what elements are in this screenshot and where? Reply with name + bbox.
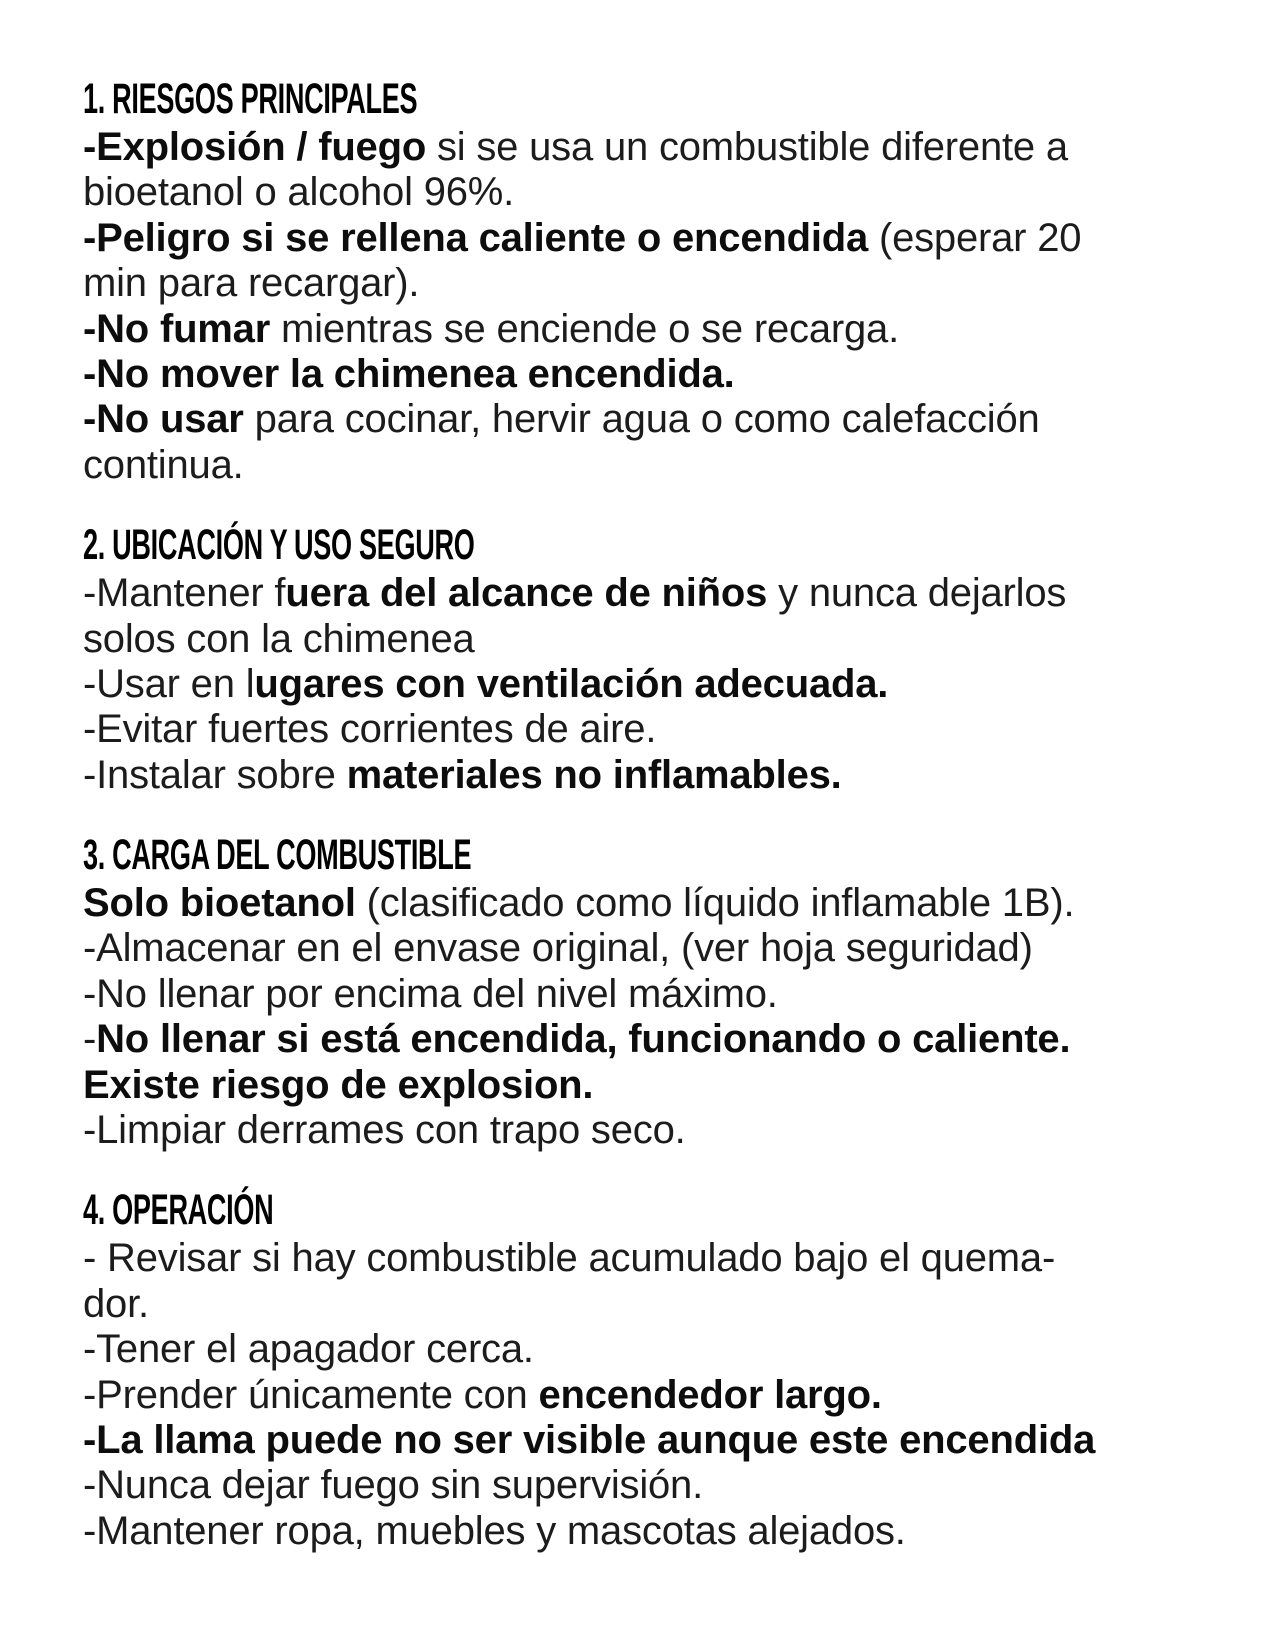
text-line [83,170,1236,215]
text-run-bold: -No mover la chimenea encendida. [83,351,735,396]
text-run-bold: encendedor largo. [538,1372,882,1417]
section-2 [83,521,1236,798]
document-body [83,75,1236,1554]
text-line [83,352,1236,397]
text-line [83,125,1236,170]
text-run: -Usar en l [83,661,255,706]
text-run: mientras se enciende o se recarga. [270,306,899,351]
text-line [83,972,1236,1017]
text-run-bold: No llenar si está encendida, funcionando o caliente. [96,1017,1071,1062]
text-line [83,707,1236,752]
section-heading: 1. RIESGOS PRINCIPALES [83,75,418,123]
section-heading: 2. UBICACIÓN Y USO SEGURO [83,521,475,570]
text-line [83,1418,1236,1463]
text-run-bold: Existe riesgo de explosion. [83,1062,594,1107]
text-line [83,1236,1236,1281]
text-line [83,881,1236,926]
text-run: (clasificado como líquido inflamable 1B). [355,881,1075,926]
text-run-bold: uera del alcance de niños [285,571,768,616]
text-line [83,926,1236,971]
text-run: para cocinar, hervir agua o como calefacción [243,397,1040,442]
text-line [83,1509,1236,1554]
text-line [83,1017,1236,1062]
text-run: bioetanol o alcohol 96%. [83,170,515,215]
text-line [83,662,1236,707]
text-line [83,1327,1236,1372]
section-1 [83,75,1236,488]
text-run: -Prender únicamente con [83,1372,539,1417]
text-line [83,443,1236,488]
text-run: - Revisar si hay combustible acumulado bajo el quema- [83,1236,1056,1281]
text-run: -Almacenar en el envase original, (ver hoja seguridad) [83,926,1033,971]
text-run: y nunca dejarlos [767,571,1067,616]
text-run: -Evitar fuertes corrientes de aire. [83,707,657,752]
text-line [83,1063,1236,1108]
text-run-bold: materiales no inflamables. [346,752,842,797]
text-run: -Limpiar derrames con trapo seco. [83,1108,686,1153]
text-run: (esperar 20 [868,215,1082,260]
text-run-bold: Solo bioetanol [83,881,356,926]
text-line [83,571,1236,616]
text-run: -Tener el apagador cerca. [83,1327,534,1372]
text-run: -Mantener ropa, muebles y mascotas alejados. [83,1508,906,1553]
text-run: si se usa un combustible diferente a [426,125,1068,169]
text-run-bold: -Explosión / fuego [83,125,427,169]
section-3 [83,831,1236,1153]
text-line [83,617,1236,662]
text-run-bold: -No usar [83,397,244,442]
text-line [83,1373,1236,1418]
text-line [83,1108,1236,1153]
text-run-bold: -La llama puede no ser visible aunque este encendida [83,1417,1096,1462]
section-heading: 3. CARGA DEL COMBUSTIBLE [83,831,472,880]
text-line [83,261,1236,306]
text-run: min para recargar). [83,261,420,306]
text-run: -Instalar sobre [83,752,347,797]
text-line [83,307,1236,352]
section-heading: 4. OPERACIÓN [83,1186,274,1235]
text-run-bold: -No fumar [83,306,271,351]
text-run: -Mantener f [83,571,286,616]
text-run: -No llenar por encima del nivel máximo. [83,971,778,1016]
text-run-bold: ugares con ventilación adecuada. [254,661,889,706]
text-run: - [83,1017,97,1062]
text-run: continua. [83,442,244,487]
text-run: -Nunca dejar fuego sin supervisión. [83,1463,704,1508]
section-4 [83,1186,1236,1554]
text-line [83,753,1236,798]
text-line [83,397,1236,442]
text-line [83,1282,1236,1327]
text-run: dor. [83,1281,149,1326]
text-line [83,1463,1236,1508]
text-line [83,216,1236,261]
text-run: solos con la chimenea [83,616,475,661]
text-run-bold: -Peligro si se rellena caliente o encendida [83,215,869,260]
